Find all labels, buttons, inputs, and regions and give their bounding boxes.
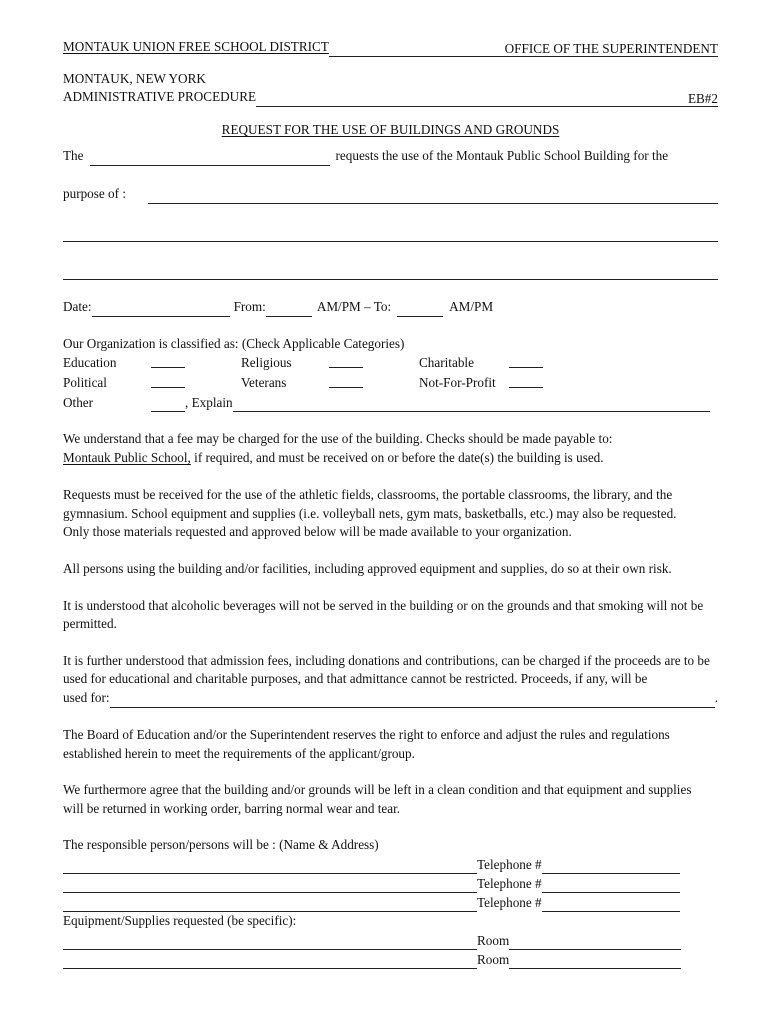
room-label-1: Room <box>477 932 510 948</box>
header-row-1 <box>63 38 718 57</box>
category-political-checkbox[interactable] <box>151 374 185 388</box>
responsible-heading: The responsible person/persons will be : (Name & Address) <box>63 837 379 853</box>
procedure-rule <box>256 93 688 107</box>
purpose-field-2[interactable] <box>63 228 718 242</box>
telephone-label-2: Telephone # <box>477 875 542 891</box>
room-label-2: Room <box>477 951 510 967</box>
responsible-row-2 <box>63 874 718 893</box>
used-for-field[interactable] <box>110 694 715 708</box>
header-rule-1 <box>329 43 505 57</box>
intro-requests: requests the use of the Montauk Public School Building for the <box>335 148 669 164</box>
explain-field[interactable] <box>233 398 710 412</box>
fee-payee: Montauk Public School, <box>63 450 191 466</box>
responsible-name-field-1[interactable] <box>63 860 477 874</box>
used-for-row <box>63 689 718 708</box>
explain-label: , Explain <box>185 394 233 410</box>
responsible-row-1 <box>63 855 718 874</box>
room-field-2[interactable] <box>509 955 681 969</box>
category-veterans-checkbox[interactable] <box>329 374 363 388</box>
date-field[interactable] <box>92 303 230 317</box>
category-education-label: Education <box>63 355 117 370</box>
telephone-field-1[interactable] <box>542 860 680 874</box>
organization-name-field[interactable] <box>90 152 330 166</box>
location-row <box>63 71 718 89</box>
fee-paragraph <box>63 430 718 468</box>
telephone-label-1: Telephone # <box>477 856 542 872</box>
purpose-line-3-row <box>63 261 718 280</box>
category-charitable-checkbox[interactable] <box>509 354 543 368</box>
procedure-row <box>63 89 718 107</box>
used-for-label: used for: <box>63 690 110 706</box>
requests-paragraph: Requests must be received for the use of the athletic fields, classrooms, the portable classrooms, the library, and the gymnasium. School equipment and supplies (i.e. volleyball nets, gym mats, basketballs, etc.) may also be requested. Only those materials requested and approved below will be made available to your organization. <box>63 487 677 540</box>
category-nfp-checkbox[interactable] <box>509 374 543 388</box>
office-name: OFFICE OF THE SUPERINTENDENT <box>504 41 718 56</box>
equipment-field-1[interactable] <box>63 936 477 950</box>
purpose-line-2-row <box>63 223 718 242</box>
fee-text-2-row <box>63 449 718 468</box>
category-religious-checkbox[interactable] <box>329 354 363 368</box>
admission-paragraph: It is further understood that admission fees, including donations and contributions, can be charged if the proceeds are to be used for educational and charitable purposes, and that admittance cannot be restricted. Proceeds, if any, will be <box>63 652 710 687</box>
category-nfp-label: Not-For-Profit <box>419 374 496 390</box>
category-charitable-label: Charitable <box>419 355 474 370</box>
ampm-label: AM/PM <box>449 299 494 315</box>
equipment-row-2 <box>63 950 718 969</box>
intro-the: The <box>63 148 84 164</box>
procedure-label: ADMINISTRATIVE PROCEDURE <box>63 89 257 105</box>
responsible-name-field-3[interactable] <box>63 898 477 912</box>
telephone-field-3[interactable] <box>542 898 680 912</box>
fee-text-1: We understand that a fee may be charged for the use of the building. Checks should be made payable to: <box>63 431 613 447</box>
to-time-field[interactable] <box>397 303 443 317</box>
category-education-checkbox[interactable] <box>151 354 185 368</box>
category-other-checkbox[interactable] <box>151 398 185 412</box>
purpose-field-1[interactable] <box>148 190 718 204</box>
date-label: Date: <box>63 299 92 315</box>
responsible-name-field-2[interactable] <box>63 879 477 893</box>
form-document <box>63 38 718 969</box>
alcohol-paragraph: It is understood that alcoholic beverages will not be served in the building or on the grounds and that smoking will not be permitted. <box>63 597 704 632</box>
category-religious-label: Religious <box>241 355 292 370</box>
location: MONTAUK, NEW YORK <box>63 71 206 87</box>
equipment-field-2[interactable] <box>63 955 477 969</box>
category-political-label: Political <box>63 374 107 390</box>
risk-paragraph: All persons using the building and/or facilities, including approved equipment and supplies, do so at their own risk. <box>63 560 672 576</box>
telephone-label-3: Telephone # <box>477 894 542 910</box>
category-veterans-label: Veterans <box>241 374 287 390</box>
purpose-row <box>63 185 718 204</box>
responsible-row-3 <box>63 893 718 912</box>
equipment-heading: Equipment/Supplies requested (be specific): <box>63 913 297 929</box>
purpose-label: purpose of : <box>63 186 126 202</box>
date-row <box>63 298 718 317</box>
form-title: REQUEST FOR THE USE OF BUILDINGS AND GROUNDS <box>221 122 560 137</box>
from-label: From: <box>233 299 266 315</box>
used-for-period: . <box>714 690 718 706</box>
equipment-row-1 <box>63 931 718 950</box>
clean-paragraph: We furthermore agree that the building and/or grounds will be left in a clean condition and that equipment and supplies will be returned in working order, barring normal wear and tear. <box>63 782 692 816</box>
procedure-code: EB#2 <box>687 91 718 106</box>
ampm-to-label: AM/PM – To: <box>316 299 392 315</box>
classification-grid <box>63 354 718 393</box>
classification-heading: Our Organization is classified as: (Check Applicable Categories) <box>63 336 405 351</box>
purpose-field-3[interactable] <box>63 266 718 280</box>
category-other-label: Other <box>63 394 94 410</box>
district-name: MONTAUK UNION FREE SCHOOL DISTRICT <box>63 39 329 55</box>
other-row <box>63 393 718 412</box>
board-paragraph: The Board of Education and/or the Superintendent reserves the right to enforce and adjust the rules and regulations established herein to meet the requirements of the applicant/group. <box>63 726 670 761</box>
intro-row <box>63 147 718 166</box>
fee-text-2: if required, and must be received on or before the date(s) the building is used. <box>190 450 604 466</box>
from-time-field[interactable] <box>266 303 312 317</box>
telephone-field-2[interactable] <box>542 879 680 893</box>
room-field-1[interactable] <box>509 936 681 950</box>
title-row <box>63 121 718 140</box>
